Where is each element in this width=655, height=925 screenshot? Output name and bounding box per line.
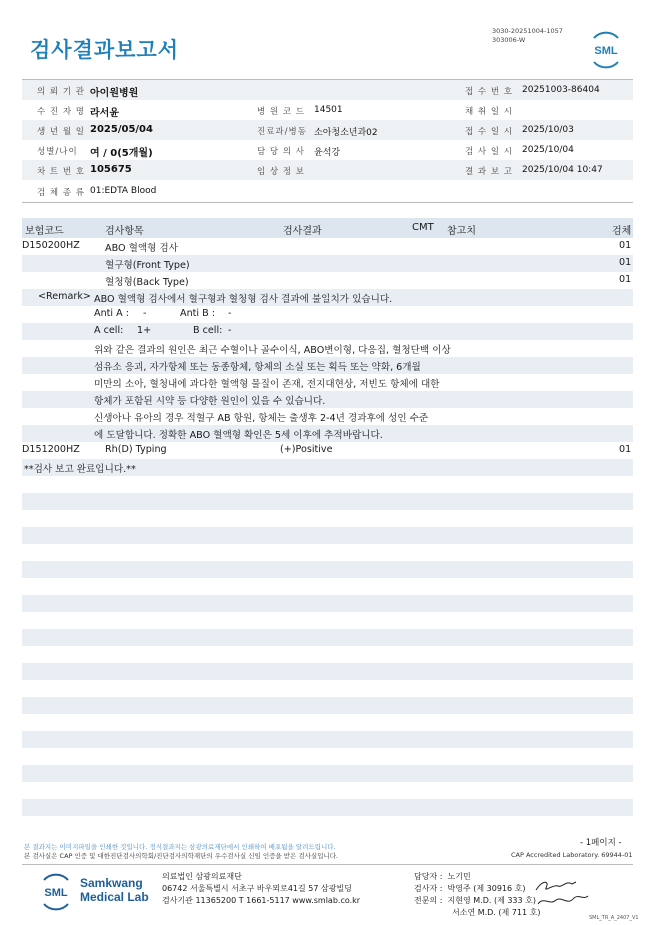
chart-no-label: 차 트 번 호 (37, 167, 85, 177)
hospital-code-value: 14501 (314, 105, 343, 115)
doctor-value: 윤석강 (314, 148, 341, 158)
dept-label: 진료과/병동 (257, 127, 307, 137)
row-specimen: 01 (619, 274, 632, 285)
empty-row (22, 765, 633, 782)
report-title: 검사결과보고서 (30, 38, 180, 62)
anti-b-label: Anti B : (180, 308, 215, 319)
remark-line (22, 357, 633, 374)
brand-line2: Medical Lab (80, 890, 149, 904)
divider (22, 864, 633, 865)
col-ref: 참고치 (447, 226, 476, 237)
table-row (22, 255, 633, 272)
remark-text: ABO 혈액형 검사에서 혈구형과 혈청형 검사 결과에 불일치가 있습니다. (94, 294, 393, 305)
sml-logo-icon (586, 30, 626, 70)
row-specimen: 01 (619, 240, 632, 251)
row-item: 혈청형(Back Type) (105, 277, 189, 288)
sex-age-value: 여 / 0(5개월) (90, 148, 153, 159)
remark-line (22, 340, 633, 357)
clinical-label: 임 상 정 보 (257, 167, 305, 177)
a-cell-label: A cell: (94, 325, 124, 336)
col-result: 검사결과 (283, 226, 322, 237)
doc-code-line2: 303006-W (492, 36, 526, 44)
row-code: D150200HZ (22, 240, 80, 251)
cap-accreditation: CAP Accredited Laboratory. 69944-01 (511, 851, 633, 859)
col-specimen: 검체 (612, 226, 632, 237)
empty-row (22, 493, 633, 510)
remark-text: 항체가 포함된 시약 등 다양한 원인이 있을 수 있습니다. (94, 396, 326, 407)
remark-text: 신생아나 유아의 경우 적혈구 AB 항원, 항체는 출생후 2-4년 경과후에 성인 수준 (94, 413, 429, 424)
manager-value: 노기민 (447, 872, 471, 881)
image-warning: 본 결과지는 이미지파일을 인쇄한 것입니다. 정식결과지는 삼광의료재단에서 인쇄하여 배포됨을 알려드립니다. (24, 843, 336, 851)
org-name: 의료법인 삼광의료재단 (162, 872, 242, 881)
brand-line1: Samkwang (80, 876, 143, 890)
divider (22, 202, 633, 203)
signature-icon (532, 876, 592, 912)
anti-b-value: - (228, 308, 232, 319)
receipt-date-value: 2025/10/03 (522, 125, 574, 135)
row-code: D151200HZ (22, 444, 80, 455)
lab-address: 06742 서울특별시 서초구 바우뫼로41길 57 삼광빌딩 (162, 884, 352, 893)
row-specimen: 01 (619, 444, 632, 455)
dept-value: 소아청소년과02 (314, 128, 378, 138)
anti-a-value: - (143, 308, 147, 319)
test-date-value: 2025/10/04 (522, 145, 574, 155)
remark-line (22, 306, 633, 323)
examiner-value: 박영주 (제 30916 호) (447, 884, 526, 893)
remark-line (22, 289, 633, 306)
institution-value: 아이원병원 (90, 88, 139, 99)
col-code: 보험코드 (25, 226, 64, 237)
remark-line (22, 323, 633, 340)
staff-block (414, 871, 540, 919)
lab-address-block (162, 871, 360, 907)
col-cmt: CMT (412, 222, 434, 233)
dob-value: 2025/05/04 (90, 124, 153, 135)
remark-text: 미만의 소아, 혈청내에 과다한 혈액형 물질이 존재, 전지대현상, 저빈도 항체에 대한 (94, 379, 440, 390)
info-row-6 (22, 181, 633, 201)
document-code (492, 27, 563, 45)
institution-label: 의 뢰 기 관 (37, 87, 85, 97)
empty-row (22, 663, 633, 680)
info-row-3 (22, 120, 633, 140)
remark-text: 섬유소 응괴, 자가항체 또는 동종항체, 항체의 소실 또는 획득 또는 약화, 6개월 (94, 362, 421, 373)
empty-row (22, 697, 633, 714)
info-row-5 (22, 160, 633, 180)
empty-row (22, 731, 633, 748)
collect-date-label: 채 취 일 시 (465, 107, 513, 117)
remark-line (22, 374, 633, 391)
remark-text: 위와 같은 결과의 원인은 최근 수혈이나 골수이식, ABO변이형, 다응집, 혈청단백 이상 (94, 345, 451, 356)
lab-contact: 검사기관 11365200 T 1661-5117 www.smlab.co.kr (162, 896, 361, 905)
manager-label: 담당자 : (414, 872, 443, 881)
empty-row (22, 527, 633, 544)
info-row-2 (22, 100, 633, 120)
specimen-label: 검 체 종 류 (37, 188, 85, 198)
table-row (22, 238, 633, 255)
report-complete-line (22, 459, 633, 476)
results-table-header (22, 218, 633, 238)
table-row (22, 272, 633, 289)
receipt-no-value: 20251003-86404 (522, 85, 600, 95)
row-item: Rh(D) Typing (105, 444, 167, 455)
anti-a-label: Anti A : (94, 308, 129, 319)
empty-row (22, 799, 633, 816)
lab-notice: 본 검사실은 CAP 인증 및 대한진단검사의학회/진단검사의학재단의 우수검사실 신임 인증을 받은 검사실입니다. (24, 852, 339, 860)
info-row-1 (22, 80, 633, 100)
sex-age-label: 성별/나이 (37, 147, 78, 157)
empty-row (22, 595, 633, 612)
row-specimen: 01 (619, 257, 632, 268)
remark-line (22, 391, 633, 408)
remark-text: 에 도달합니다. 정확한 ABO 혈액형 확인은 5세 이후에 추적바랍니다. (94, 430, 383, 441)
report-date-value: 2025/10/04 10:47 (522, 165, 603, 175)
receipt-date-label: 접 수 일 시 (465, 127, 513, 137)
row-result: (+)Positive (280, 444, 333, 455)
doctor-label: 담 당 의 사 (257, 147, 305, 157)
doc-code-line1: 3030-20251004-1057 (492, 27, 563, 35)
b-cell-value: - (228, 325, 232, 336)
hospital-code-label: 병 원 코 드 (257, 107, 305, 117)
row-item: ABO 혈액형 검사 (105, 243, 178, 254)
table-row (22, 442, 633, 459)
form-code: SML_TR_A_2407_V1 (589, 915, 639, 921)
a-cell-value: 1+ (137, 325, 152, 336)
page-number: - 1페이지 - (580, 838, 622, 848)
remark-line (22, 425, 633, 442)
specialist1-value: 지현영 M.D. (제 333 호) (447, 896, 537, 905)
remark-line (22, 408, 633, 425)
specimen-value: 01:EDTA Blood (90, 186, 157, 196)
empty-row (22, 561, 633, 578)
row-item: 혈구형(Front Type) (105, 260, 190, 271)
specialist2-value: 서소연 M.D. (제 711 호) (452, 908, 541, 917)
receipt-no-label: 접 수 번 호 (465, 87, 513, 97)
logo-text: SML (594, 45, 618, 57)
empty-row (22, 629, 633, 646)
dob-label: 생 년 월 일 (37, 127, 85, 137)
report-complete-text: **검사 보고 완료입니다.** (24, 464, 136, 475)
remark-tag: <Remark> (38, 291, 91, 302)
info-row-4 (22, 140, 633, 160)
examiner-label: 검사자 : (414, 884, 443, 893)
col-item: 검사항목 (105, 226, 144, 237)
test-date-label: 검 사 일 시 (465, 147, 513, 157)
patient-label: 수 진 자 명 (37, 107, 85, 117)
patient-value: 라서윤 (90, 108, 119, 119)
chart-no-value: 105675 (90, 164, 132, 175)
specialist-label: 전문의 : (414, 896, 443, 905)
sml-footer-logo-icon (36, 872, 76, 912)
brand-name (80, 876, 149, 904)
b-cell-label: B cell: (193, 325, 223, 336)
report-date-label: 결 과 보 고 (465, 167, 513, 177)
footer-logo-text: SML (44, 887, 68, 899)
